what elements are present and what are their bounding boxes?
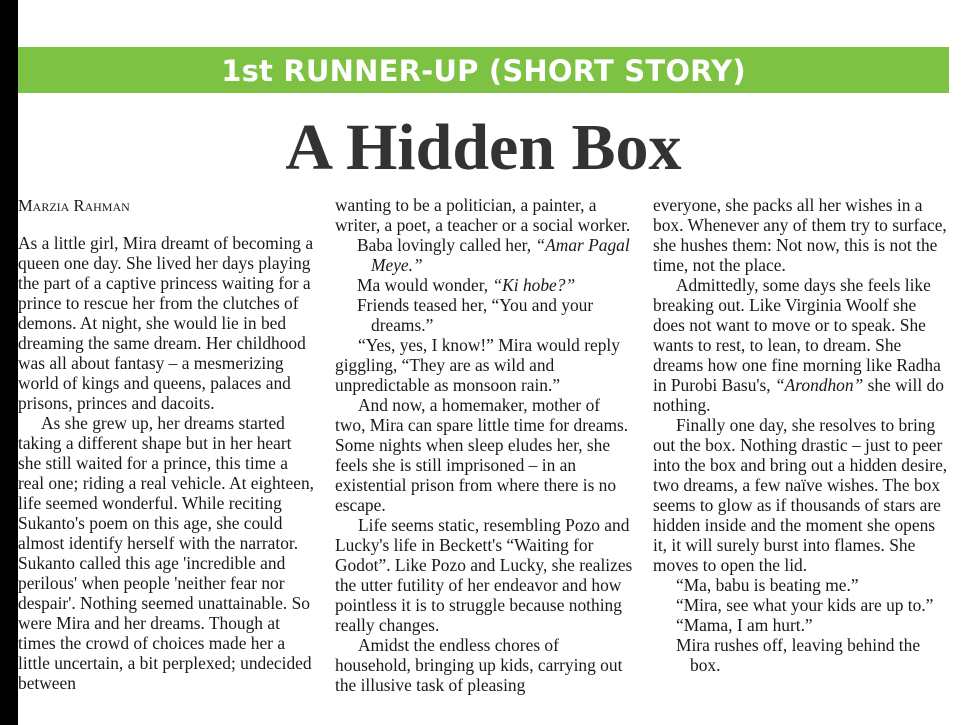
dialogue-line: “Mira, see what your kids are up to.” [676,595,934,615]
column-1 [18,195,316,693]
paragraph [653,275,951,415]
column-2 [335,195,633,695]
paragraph: wanting to be a politician, a painter, a writer, a poet, a teacher or a social worker. [335,195,631,235]
dialogue-line: “Ma, babu is beating me.” [676,575,859,595]
paragraph: As a little girl, Mira dreamt of becoming a queen one day. She lived her days playing the part of a captive princess waiting for a prince to rescue her from the clutches of demons. At night, she would lie in bed dreaming the same dream. Her childhood was all about fantasy – a mesmerizing world of kings and queens, palaces and prisons, princes and dacoits. [18,233,314,413]
paragraph: And now, a homemaker, mother of two, Mira can spare little time for dreams. Some nights when sleep eludes her, she feels she is still imprisoned – in an existential prison from where there is no escape. [335,395,629,515]
paragraph: As she grew up, her dreams started taking a different shape but in her heart she still waited for a prince, this time a real one; riding a real vehicle. At eighteen, life seemed wonderful. While reciting Sukanto's poem on this age, she could almost identify herself with the narrator. Sukanto called this age 'incredible and perilous' when people 'neither fear nor despair'. Nothing seemed unattainable. So were Mira and her dreams. Though at times the crowd of choices made her a little uncertain, a bit perplexed; undecided between [18,413,314,693]
paragraph: Life seems static, resembling Pozo and Lucky's life in Beckett's “Waiting for Godot”. Like Pozo and Lucky, she realizes the utter futility of her endeavor and how pointless it is to struggle because nothing really changes. [335,515,633,635]
paragraph: everyone, she packs all her wishes in a box. Whenever any of them try to surface, she hushes them: Not now, this is not the time, not the place. [653,195,947,275]
dialogue-text: Ma would wonder, [357,275,493,295]
dialogue-quote: “Ki hobe?” [492,275,576,295]
paragraph: Finally one day, she resolves to bring out the box. Nothing drastic – just to peer into the box and bring out a hidden desire, two dreams, a few naïve wishes. The box seems to glow as if thousands of stars are hidden inside and the moment she opens it, it will surely burst into flames. She moves to open the lid. [653,415,948,575]
dialogue-quote: “Amar Pagal Meye.” [371,235,630,275]
category-banner: 1st RUNNER-UP (SHORT STORY) [18,47,949,93]
column-3 [653,195,951,675]
paragraph-text: she will do nothing. [653,375,944,415]
author-byline: Marzia Rahman [18,196,130,215]
paragraph-text: Admittedly, some days she feels like breaking out. Like Virginia Woolf she does not want to move or to speak. She wants to rest, to lean, to dream. She dreams how one fine morning like Radha in Purobi Basu's, [653,275,941,395]
dialogue-line: Friends teased her, “You and your dreams.” [357,295,594,335]
book-title: “Arondhon” [774,375,864,395]
paragraph: “Yes, yes, I know!” Mira would reply giggling, “They are as wild and unpredictable as monsoon rain.” [335,335,620,395]
dialogue-text: Baba lovingly called her, [357,235,536,255]
paragraph: Amidst the endless chores of household, bringing up kids, carrying out the illusive task of pleasing [335,635,623,695]
page-edge-bar [0,0,18,725]
story-title: A Hidden Box [285,111,682,184]
dialogue-line [335,275,633,295]
dialogue-line: Mira rushes off, leaving behind the box. [676,635,921,675]
dialogue-line: “Mama, I am hurt.” [676,615,813,635]
dialogue-line [335,235,633,275]
